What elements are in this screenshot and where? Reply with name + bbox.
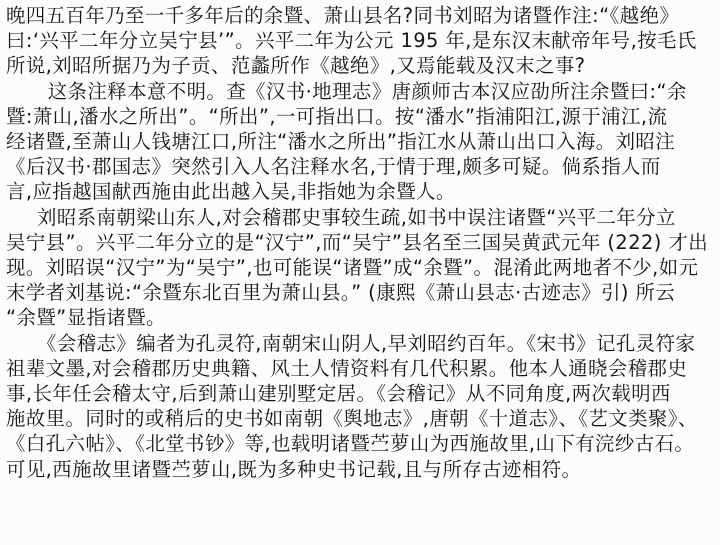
text-line: 施故里。同时的或稍后的史书如南朝《舆地志》,唐朝《十道志》、《艺文类聚》、 xyxy=(6,407,698,431)
text-line: 吴宁县”。兴平二年分立的是“汉宁”,而“吴宁”县名至三国吴黄武元年 (222) 才出 xyxy=(6,230,709,254)
text-line: 经诸暨,至萧山人钱塘江口,所注“潘水之所出”指江水从萧山出口入海。刘昭注 xyxy=(6,130,676,154)
text-line: 这条注释本意不明。查《汉书·地理志》唐颜师古本汉应劭所注余暨曰:“余 xyxy=(47,79,687,103)
text-line: 《后汉书·郡国志》突然引入人名注释水名,于情于理,颇多可疑。倘系指人而 xyxy=(6,155,661,179)
text-line: 祖辈文墨,对会稽郡历史典籍、风土人情资料有几代积累。他本人通晓会稽郡史 xyxy=(6,356,688,380)
paragraph-4 xyxy=(6,331,714,482)
text-line: 可见,西施故里诸暨苎萝山,既为多种史书记载,且与所存古迹相符。 xyxy=(6,457,582,481)
paragraph-1 xyxy=(6,3,714,79)
text-line: 《会稽志》编者为孔灵符,南朝宋山阴人,早刘昭约百年。《宋书》记孔灵符家 xyxy=(37,331,696,355)
text-line: 末学者刘基说:“余暨东北百里为萧山县。” (康熙《萧山县志·古迹志》引) 所云 xyxy=(6,281,676,305)
text-line: 曰:‘兴平二年分立吴宁县’”。兴平二年为公元 195 年,是东汉末献帝年号,按毛氏 xyxy=(6,29,697,53)
paragraph-3 xyxy=(6,205,714,331)
text-line: 言,应指越国献西施由此出越入吴,非指她为余暨人。 xyxy=(6,180,456,204)
text-line: 事,长年任会稽太守,后到萧山建别墅定居。《会稽记》从不同角度,两次载明西 xyxy=(6,382,671,406)
text-line: 刘昭系南朝梁山东人,对会稽郡史事较生疏,如书中误注诸暨“兴平二年分立 xyxy=(37,205,676,229)
text-line: 《白孔六帖》、《北堂书钞》等,也载明诸暨苎萝山为西施故里,山下有浣纱古石。 xyxy=(6,432,695,456)
text-line: “余暨”显指诸暨。 xyxy=(6,306,166,330)
paragraph-2 xyxy=(6,79,714,205)
text-line: 暨:萧山,潘水之所出”。“所出”,一可指出口。按“潘水”指浦阳江,源于浦江,流 xyxy=(6,104,668,128)
text-line: 晚四五百年乃至一千多年后的余暨、萧山县名?同书刘昭为诸暨作注:“《越绝》 xyxy=(6,4,680,27)
text-line: 所说,刘昭所据乃为子贡、范蠡所作《越绝》,又焉能载及汉末之事? xyxy=(6,54,586,78)
text-line: 现。刘昭误“汉宁”为“吴宁”,也可能误“诸暨”成“余暨”。混淆此两地者不少,如元 xyxy=(6,256,699,280)
